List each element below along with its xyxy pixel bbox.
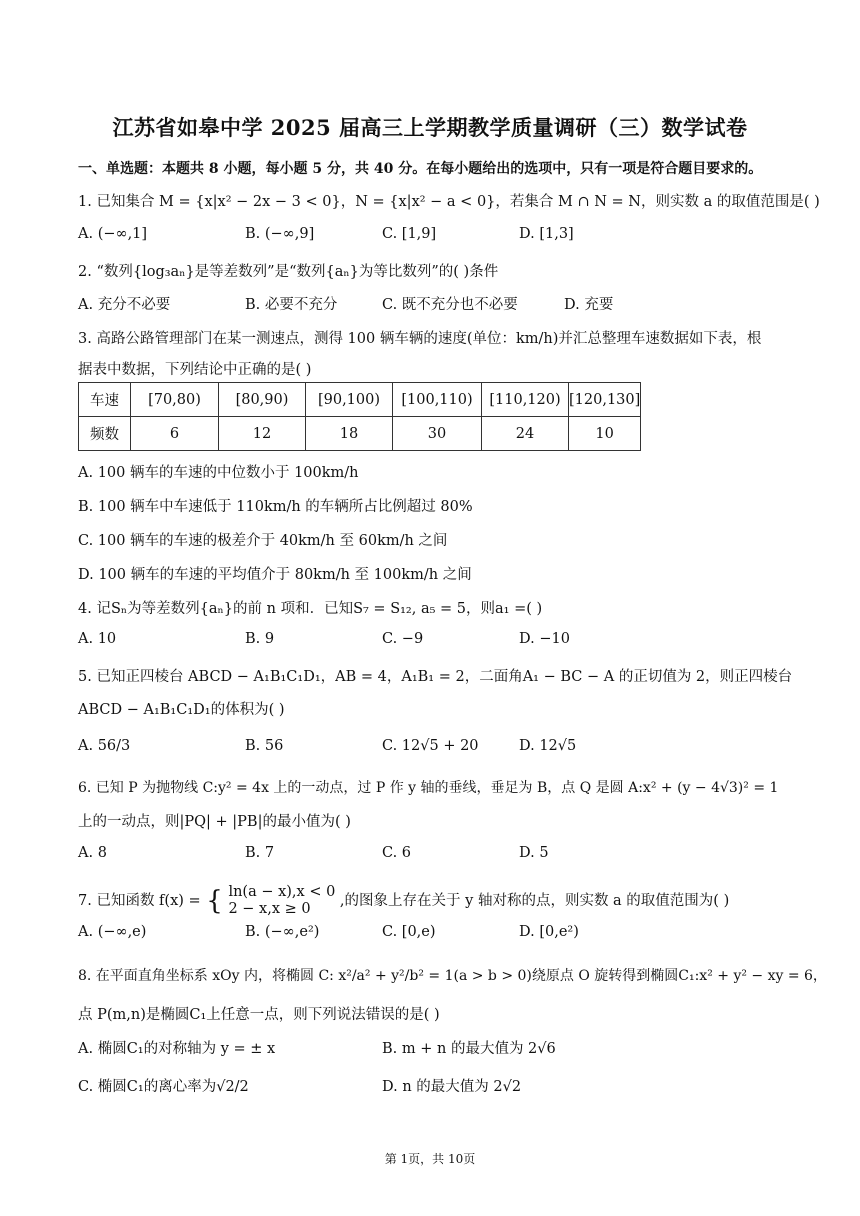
q1-option-c: C. [1,9]: [382, 226, 437, 242]
q2-option-c: C. 既不充分也不必要: [382, 297, 518, 313]
section-heading: 一、单选题：本题共 8 小题，每小题 5 分，共 40 分。在每小题给出的选项中，只有一项是符合题目要求的。: [78, 161, 763, 177]
q6-option-d: D. 5: [519, 845, 549, 861]
q5-option-d: D. 12√5: [519, 738, 577, 754]
q1-option-a: A. (−∞,1]: [78, 226, 148, 242]
question-4-stem: 4. 记Sₙ为等差数列{aₙ}的前 n 项和．已知S₇ = S₁₂, a₅ = 5，则a₁ =( ): [78, 601, 543, 617]
piecewise-cases: [228, 884, 335, 918]
q4-option-b: B. 9: [245, 631, 275, 647]
q6-option-a: A. 8: [78, 845, 107, 861]
question-3-stem-line-2: 据表中数据，下列结论中正确的是( ): [78, 362, 312, 378]
q7-stem-suffix: ,的图象上存在关于 y 轴对称的点，则实数 a 的取值范围为( ): [339, 893, 730, 909]
question-8-stem-line-2: 点 P(m,n)是椭圆C₁上任意一点，则下列说法错误的是( ): [78, 1007, 440, 1023]
q3-option-a: A. 100 辆车的车速的中位数小于 100km/h: [78, 465, 359, 481]
q5-option-b: B. 56: [245, 738, 284, 754]
table-cell: 6: [131, 417, 219, 451]
table-cell: 车速: [79, 383, 131, 417]
table-row-frequency: [79, 417, 641, 451]
q7-option-a: A. (−∞,e): [78, 924, 147, 940]
q8-option-b: B. m + n 的最大值为 2√6: [382, 1041, 556, 1057]
q2-option-a: A. 充分不必要: [78, 297, 171, 313]
table-cell: [100,110): [393, 383, 482, 417]
q1-option-b: B. (−∞,9]: [245, 226, 315, 242]
q2-option-b: B. 必要不充分: [245, 297, 338, 313]
q7-option-b: B. (−∞,e²): [245, 924, 320, 940]
question-5-stem-line-1: 5. 已知正四棱台 ABCD − A₁B₁C₁D₁，AB = 4，A₁B₁ = 2，二面角A₁ − BC − A 的正切值为 2，则正四棱台: [78, 669, 793, 685]
question-3-stem-line-1: 3. 高路公路管理部门在某一测速点，测得 100 辆车辆的速度(单位：km/h)并汇总整理车速数据如下表，根: [78, 331, 762, 347]
question-6-stem-line-2: 上的一动点，则|PQ| + |PB|的最小值为( ): [78, 814, 351, 830]
table-row-speed: [79, 383, 641, 417]
exam-title: 江苏省如皋中学 2025 届高三上学期教学质量调研（三）数学试卷: [112, 115, 748, 140]
table-cell: [110,120): [482, 383, 569, 417]
table-cell: 频数: [79, 417, 131, 451]
q4-option-a: A. 10: [78, 631, 117, 647]
question-5-stem-line-2: ABCD − A₁B₁C₁D₁的体积为( ): [78, 702, 285, 718]
table-cell: 12: [219, 417, 306, 451]
q6-option-b: B. 7: [245, 845, 275, 861]
q7-piece-1: ln(a − x),x < 0: [228, 884, 336, 900]
q8-option-c: C. 椭圆C₁的离心率为√2/2: [78, 1079, 249, 1095]
table-cell: 30: [393, 417, 482, 451]
q1-option-d: D. [1,3]: [519, 226, 574, 242]
table-cell: [90,100): [306, 383, 393, 417]
q3-option-d: D. 100 辆车的车速的平均值介于 80km/h 至 100km/h 之间: [78, 567, 472, 583]
question-2-stem: 2. “数列{log₃aₙ}是等差数列”是“数列{aₙ}为等比数列”的( )条件: [78, 264, 499, 280]
question-1-stem: 1. 已知集合 M = {x|x² − 2x − 3 < 0}，N = {x|x² − a < 0}，若集合 M ∩ N = N，则实数 a 的取值范围是( ): [78, 194, 820, 210]
table-cell: 18: [306, 417, 393, 451]
table-cell: 10: [569, 417, 641, 451]
left-brace: {: [206, 886, 223, 916]
q7-piece-2: 2 − x,x ≥ 0: [228, 901, 311, 917]
table-cell: 24: [482, 417, 569, 451]
q8-option-a: A. 椭圆C₁的对称轴为 y = ± x: [78, 1041, 276, 1057]
q7-option-d: D. [0,e²): [519, 924, 579, 940]
q3-option-b: B. 100 辆车中车速低于 110km/h 的车辆所占比例超过 80%: [78, 499, 473, 515]
table-cell: [120,130]: [569, 383, 641, 417]
q2-option-d: D. 充要: [564, 297, 614, 313]
q4-option-d: D. −10: [519, 631, 570, 647]
question-6-stem-line-1: 6. 已知 P 为抛物线 C:y² = 4x 上的一动点，过 P 作 y 轴的垂线，垂足为 B，点 Q 是圆 A:x² + (y − 4√3)² = 1: [78, 780, 779, 796]
q3-option-c: C. 100 辆车的车速的极差介于 40km/h 至 60km/h 之间: [78, 533, 448, 549]
q6-option-c: C. 6: [382, 845, 412, 861]
q7-option-c: C. [0,e): [382, 924, 436, 940]
table-cell: [70,80): [131, 383, 219, 417]
q5-option-c: C. 12√5 + 20: [382, 738, 479, 754]
question-8-stem-line-1: 8. 在平面直角坐标系 xOy 内，将椭圆 C: x²/a² + y²/b² = 1(a > b > 0)绕原点 O 旋转得到椭圆C₁:x² + y² − xy = 6，: [78, 968, 827, 984]
speed-frequency-table: [78, 382, 641, 451]
table-cell: [80,90): [219, 383, 306, 417]
q4-option-c: C. −9: [382, 631, 424, 647]
question-7-stem: [78, 884, 729, 918]
q5-option-a: A. 56/3: [78, 738, 131, 754]
q8-option-d: D. n 的最大值为 2√2: [382, 1079, 522, 1095]
q7-stem-prefix: 7. 已知函数 f(x) =: [78, 893, 201, 909]
page-footer: 第 1页，共 10页: [384, 1152, 476, 1166]
